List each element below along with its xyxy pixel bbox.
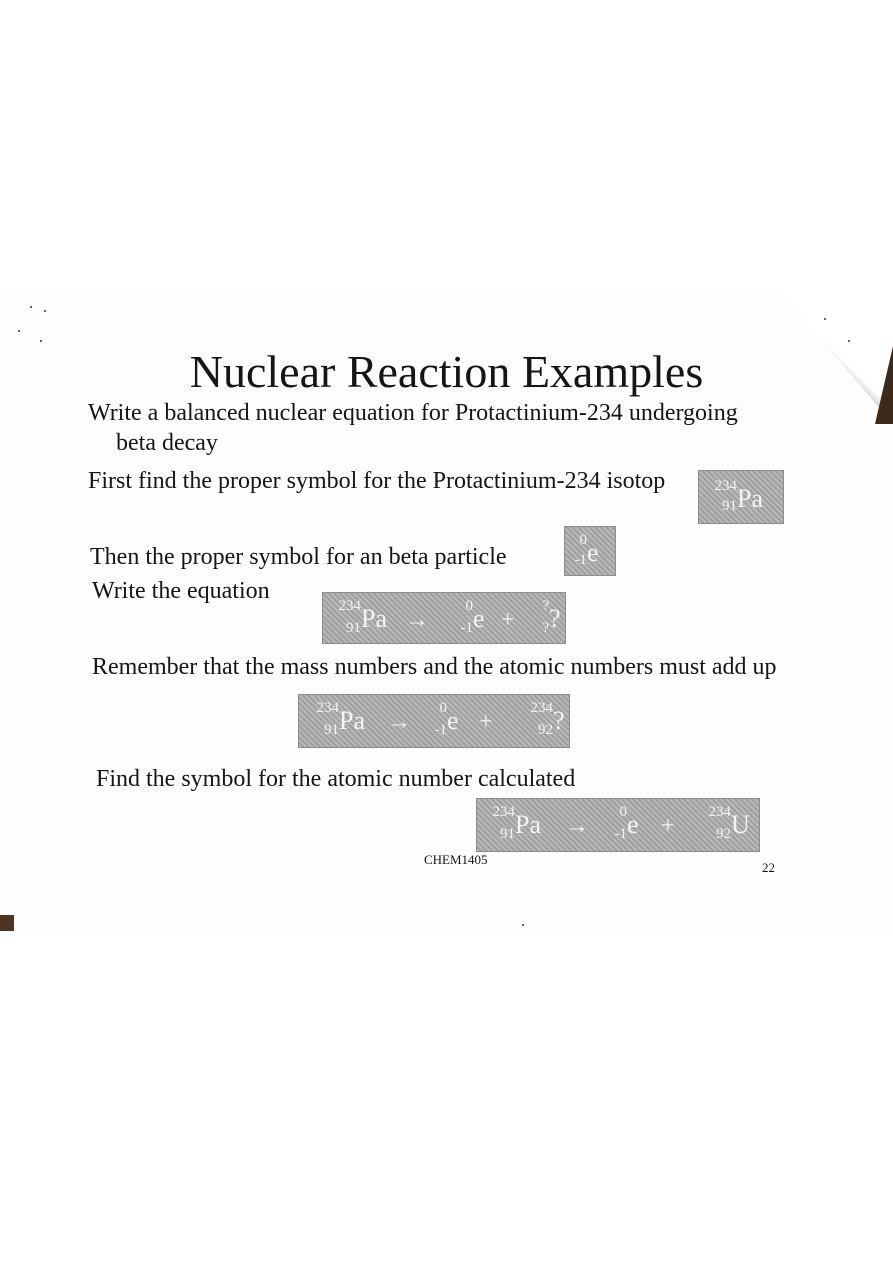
eq2-beta-mass: 0 xyxy=(439,700,447,716)
step-find-symbol: First find the proper symbol for the Protactinium-234 isotop xyxy=(88,468,666,494)
intro-line-2: beta decay xyxy=(116,430,218,456)
scan-speck xyxy=(522,924,524,926)
eq1-pa-atomic: 91 xyxy=(346,620,361,636)
eq2-beta-atomic: -1 xyxy=(434,722,447,738)
eq1-pa-symbol: Pa xyxy=(361,604,387,633)
eq1-unknown-mass: ? xyxy=(542,598,549,614)
eq1-beta-atomic: -1 xyxy=(460,620,473,636)
scan-speck xyxy=(30,306,32,308)
equation-final xyxy=(476,798,760,852)
eq3-uranium-symbol: U xyxy=(731,810,750,839)
reaction-arrow: → xyxy=(565,813,589,839)
eq3-uranium-mass: 234 xyxy=(708,804,731,820)
eq2-beta-symbol: e xyxy=(447,706,459,735)
scan-speck xyxy=(44,310,46,312)
pa-mass-number: 234 xyxy=(714,478,737,494)
eq3-uranium-atomic: 92 xyxy=(716,826,731,842)
equation-unbalanced xyxy=(322,592,566,644)
equation-balanced-numbers xyxy=(298,694,570,748)
background-edge-left xyxy=(0,915,14,931)
intro-line-1: Write a balanced nuclear equation for Protactinium-234 undergoing xyxy=(88,400,738,426)
scan-speck xyxy=(824,318,826,320)
beta-atomic-number: -1 xyxy=(574,552,587,568)
eq3-pa-mass: 234 xyxy=(492,804,515,820)
step-write-equation: Write the equation xyxy=(92,578,270,604)
scan-speck xyxy=(848,340,850,342)
reaction-arrow: → xyxy=(387,709,411,735)
beta-element-symbol: e xyxy=(587,538,599,567)
plus-sign: + xyxy=(501,607,515,633)
scan-speck xyxy=(18,330,20,332)
eq2-unknown-symbol: ? xyxy=(553,706,565,735)
eq1-beta-mass: 0 xyxy=(465,598,473,614)
eq3-beta-atomic: -1 xyxy=(614,826,627,842)
eq2-pa-atomic: 91 xyxy=(324,722,339,738)
eq1-unknown-symbol: ? xyxy=(549,604,561,633)
eq2-pa-symbol: Pa xyxy=(339,706,365,735)
slide-title: Nuclear Reaction Examples xyxy=(189,346,704,397)
beta-symbol-box xyxy=(564,526,616,576)
eq3-pa-atomic: 91 xyxy=(500,826,515,842)
eq3-beta-symbol: e xyxy=(627,810,639,839)
pa-atomic-number: 91 xyxy=(722,498,737,514)
scan-speck xyxy=(40,340,42,342)
eq1-pa-mass: 234 xyxy=(338,598,361,614)
eq3-beta-mass: 0 xyxy=(619,804,627,820)
plus-sign: + xyxy=(661,813,675,839)
footer-page-number: 22 xyxy=(762,860,775,875)
eq2-unknown-mass: 234 xyxy=(530,700,553,716)
reaction-arrow: → xyxy=(405,607,429,633)
eq1-unknown-atomic: ? xyxy=(542,620,549,636)
eq2-unknown-atomic: 92 xyxy=(538,722,553,738)
eq2-pa-mass: 234 xyxy=(316,700,339,716)
step-find-element: Find the symbol for the atomic number calculated xyxy=(96,766,576,792)
pa-symbol-box xyxy=(698,470,784,524)
step-beta-symbol: Then the proper symbol for an beta particle xyxy=(90,544,507,570)
eq3-pa-symbol: Pa xyxy=(515,810,541,839)
beta-mass-number: 0 xyxy=(579,532,587,548)
eq1-beta-symbol: e xyxy=(473,604,485,633)
footer-course-code: CHEM1405 xyxy=(424,852,488,867)
step-balance-note: Remember that the mass numbers and the atomic numbers must add up xyxy=(92,654,777,680)
pa-element-symbol: Pa xyxy=(737,484,763,513)
plus-sign: + xyxy=(479,709,493,735)
